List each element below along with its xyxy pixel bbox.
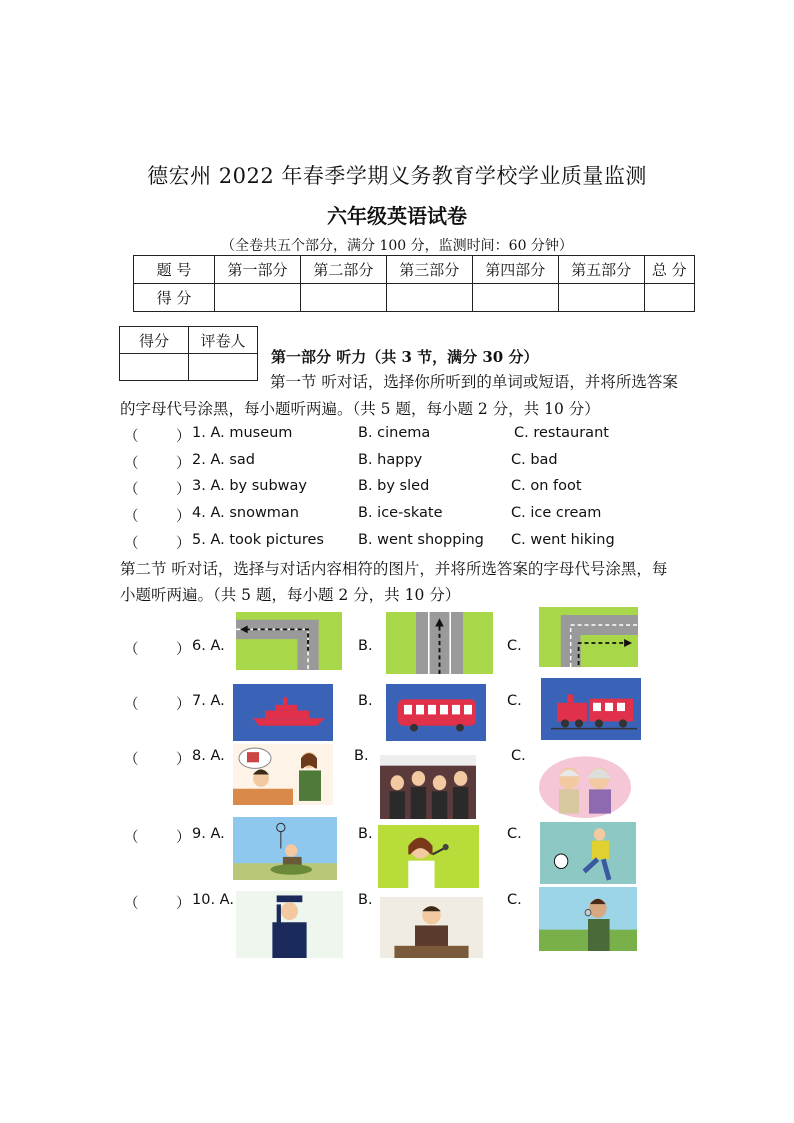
question-option-b: B. went shopping [358,532,484,548]
pic-question-label-b: B. [358,892,373,908]
score-input-cell[interactable] [215,284,301,312]
ship-icon[interactable] [233,684,333,741]
answer-paren-open[interactable]: （ [124,642,139,658]
pic-question-label-a: 7. A. [192,693,225,709]
pic-question-label-b: B. [358,826,373,842]
businessman-scene[interactable] [380,897,483,958]
question-option-c: C. bad [511,452,558,468]
question-option-b: B. cinema [358,425,431,441]
pic-question-label-b: B. [358,638,373,654]
question-option-a: 4. A. snowman [192,505,300,521]
score-cell: 得 分 [134,284,215,312]
police-officer-scene[interactable] [236,891,343,958]
pilot-scene[interactable] [233,817,337,880]
coach-whistle-scene[interactable] [539,887,637,951]
exam-note: （全卷共五个部分，满分 100 分，监测时间：60 分钟） [221,238,573,254]
answer-paren-open[interactable]: （ [124,697,139,713]
pic-question-label-c: C. [507,892,522,908]
score-input-cell[interactable] [644,284,694,312]
pic-question-label-a: 10. A. [192,892,234,908]
grader-header: 得分 [120,327,189,354]
answer-paren-close[interactable]: ） [176,482,191,498]
answer-paren-close[interactable]: ） [176,509,191,525]
score-cell: 题 号 [134,256,215,284]
bus-icon[interactable] [386,684,486,741]
answer-paren-close[interactable]: ） [176,697,191,713]
question-option-c: C. restaurant [514,425,609,441]
question-option-c: C. went hiking [511,532,615,548]
pic-question-label-c: C. [507,693,522,709]
road-turn-left-icon[interactable] [236,612,342,670]
part1-title: 第一部分 听力（共 3 节，满分 30 分） [271,348,539,366]
question-option-b: B. by sled [358,478,430,494]
score-cell: 第一部分 [215,256,301,284]
answer-paren-open[interactable]: （ [124,752,139,768]
answer-paren-close[interactable]: ） [176,830,191,846]
answer-paren-open[interactable]: （ [124,896,139,912]
grandparents-scene[interactable] [535,752,635,818]
answer-paren-close[interactable]: ） [176,536,191,552]
section2-instruction-line1: 第二节 听对话，选择与对话内容相符的图片，并将所选答案的字母代号涂黑，每 [120,560,668,578]
score-input-cell[interactable] [472,284,558,312]
football-player-scene[interactable] [540,822,636,884]
grader-header: 评卷人 [189,327,258,354]
answer-paren-close[interactable]: ） [176,896,191,912]
pic-question-label-b: B. [354,748,369,764]
answer-paren-open[interactable]: （ [124,509,139,525]
answer-paren-open[interactable]: （ [124,429,139,445]
grader-table [119,326,258,381]
pic-question-label-a: 6. A. [192,638,225,654]
answer-paren-close[interactable]: ） [176,642,191,658]
score-table-score-row [134,284,695,312]
train-icon[interactable] [541,678,641,740]
road-turn-right-icon[interactable] [539,607,638,667]
crowd-scene[interactable] [380,755,476,819]
answer-paren-open[interactable]: （ [124,482,139,498]
question-option-a: 2. A. sad [192,452,255,468]
score-table-header-row [134,256,695,284]
question-option-c: C. ice cream [511,505,602,521]
pic-question-label-b: B. [358,693,373,709]
score-cell: 第三部分 [386,256,472,284]
grader-name-cell[interactable] [189,354,258,381]
score-table [133,255,695,312]
score-cell: 第四部分 [472,256,558,284]
question-option-b: B. ice-skate [358,505,443,521]
score-cell: 第五部分 [558,256,644,284]
singer-scene[interactable] [378,825,479,888]
section1-instruction-line1: 第一节 听对话，选择你所听到的单词或短语，并将所选答案 [270,373,678,391]
question-option-a: 1. A. museum [192,425,293,441]
section2-instruction-line2: 小题听两遍。（共 5 题，每小题 2 分，共 10 分） [120,586,461,604]
answer-paren-open[interactable]: （ [124,456,139,472]
pic-question-label-c: C. [511,748,526,764]
question-option-b: B. happy [358,452,423,468]
score-input-cell[interactable] [558,284,644,312]
pic-question-label-c: C. [507,826,522,842]
answer-paren-open[interactable]: （ [124,830,139,846]
answer-paren-close[interactable]: ） [176,429,191,445]
score-cell: 总 分 [644,256,694,284]
road-straight-icon[interactable] [386,612,493,674]
grader-score-cell[interactable] [120,354,189,381]
teacher-scene[interactable] [233,744,333,805]
pic-question-label-a: 8. A. [192,748,225,764]
score-cell: 第二部分 [300,256,386,284]
answer-paren-close[interactable]: ） [176,456,191,472]
score-input-cell[interactable] [386,284,472,312]
question-option-c: C. on foot [511,478,582,494]
exam-title: 德宏州 2022 年春季学期义务教育学校学业质量监测 [147,164,647,188]
pic-question-label-a: 9. A. [192,826,225,842]
question-option-a: 3. A. by subway [192,478,307,494]
score-input-cell[interactable] [300,284,386,312]
question-option-a: 5. A. took pictures [192,532,324,548]
exam-subtitle: 六年级英语试卷 [327,204,467,228]
answer-paren-open[interactable]: （ [124,536,139,552]
pic-question-label-c: C. [507,638,522,654]
section1-instruction-line2: 的字母代号涂黑，每小题听两遍。（共 5 题，每小题 2 分，共 10 分） [120,400,600,418]
answer-paren-close[interactable]: ） [176,752,191,768]
